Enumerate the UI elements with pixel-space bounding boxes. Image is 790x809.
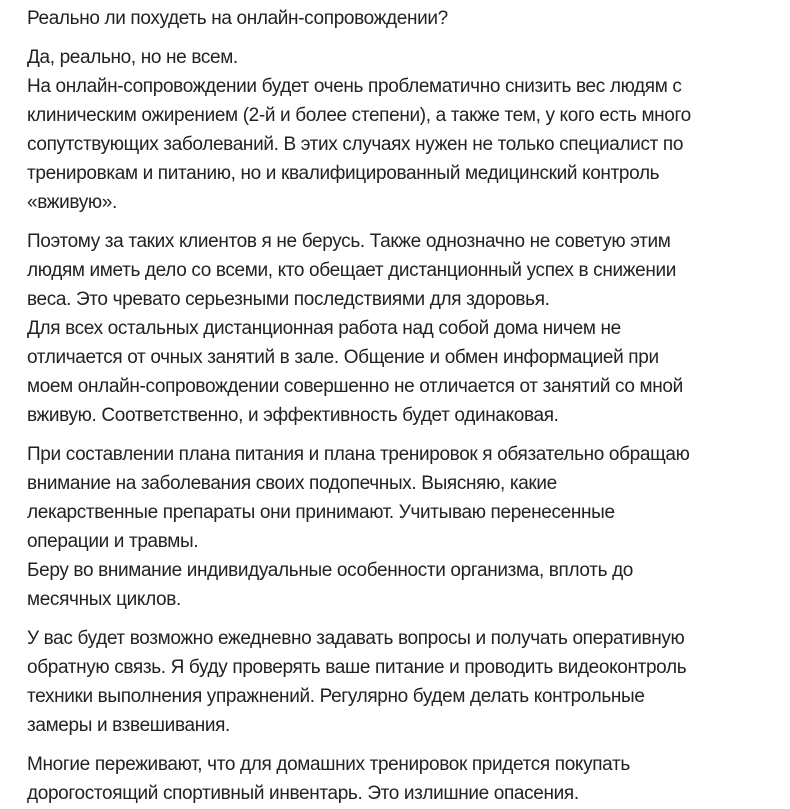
text-line: моем онлайн-сопровождении совершенно не отличается от занятий со мной (27, 376, 683, 397)
text-line: месячных циклов. (27, 589, 181, 610)
text-line: операции и травмы. (27, 531, 199, 552)
text-line: На онлайн-сопровождении будет очень проблематично снизить вес людям с (27, 76, 682, 97)
text-line: Многие переживают, что для домашних тренировок придется покупать (27, 754, 630, 775)
paragraph-answer-intro (27, 43, 770, 217)
text-line: клиническим ожирением (2-й и более степени), а также тем, у кого есть много (27, 105, 691, 126)
text-line: техники выполнения упражнений. Регулярно будем делать контрольные (27, 686, 645, 707)
text-line: Поэтому за таких клиентов я не берусь. Также однозначно не советую этим (27, 231, 671, 252)
text-line: При составлении плана питания и плана тренировок я обязательно обращаю (27, 444, 690, 465)
text-line: веса. Это чревато серьезными последствиями для здоровья. (27, 289, 550, 310)
text-line: Да, реально, но не всем. (27, 47, 238, 68)
text-line: людям иметь дело со всеми, кто обещает дистанционный успех в снижении (27, 260, 676, 281)
text-line: лекарственные препараты они принимают. Учитываю перенесенные (27, 502, 615, 523)
article-question-heading (27, 0, 770, 33)
text-line: внимание на заболевания своих подопечных. Выясняю, какие (27, 473, 557, 494)
text-line: сопутствующих заболеваний. В этих случаях нужен не только специалист по (27, 134, 684, 155)
paragraph-client-policy (27, 227, 770, 430)
text-line: дорогостоящий спортивный инвентарь. Это излишние опасения. (27, 783, 579, 804)
text-line: вживую. Соответственно, и эффективность будет одинаковая. (27, 405, 559, 426)
paragraph-feedback (27, 624, 770, 740)
text-line: замеры и взвешивания. (27, 715, 230, 736)
text-line: тренировкам и питанию, но и квалифицированный медицинский контроль (27, 163, 660, 184)
text-line: Беру во внимание индивидуальные особенности организма, вплоть до (27, 560, 634, 581)
text-line: «вживую». (27, 192, 117, 213)
text-line: У вас будет возможно ежедневно задавать вопросы и получать оперативную (27, 628, 685, 649)
text-line: обратную связь. Я буду проверять ваше питание и проводить видеоконтроль (27, 657, 687, 678)
text-line: отличается от очных занятий в зале. Общение и обмен информацией при (27, 347, 659, 368)
paragraph-equipment (27, 750, 770, 808)
heading-text: Реально ли похудеть на онлайн-сопровождении? (27, 8, 448, 29)
paragraph-plan-details (27, 440, 770, 614)
text-line: Для всех остальных дистанционная работа над собой дома ничем не (27, 318, 621, 339)
